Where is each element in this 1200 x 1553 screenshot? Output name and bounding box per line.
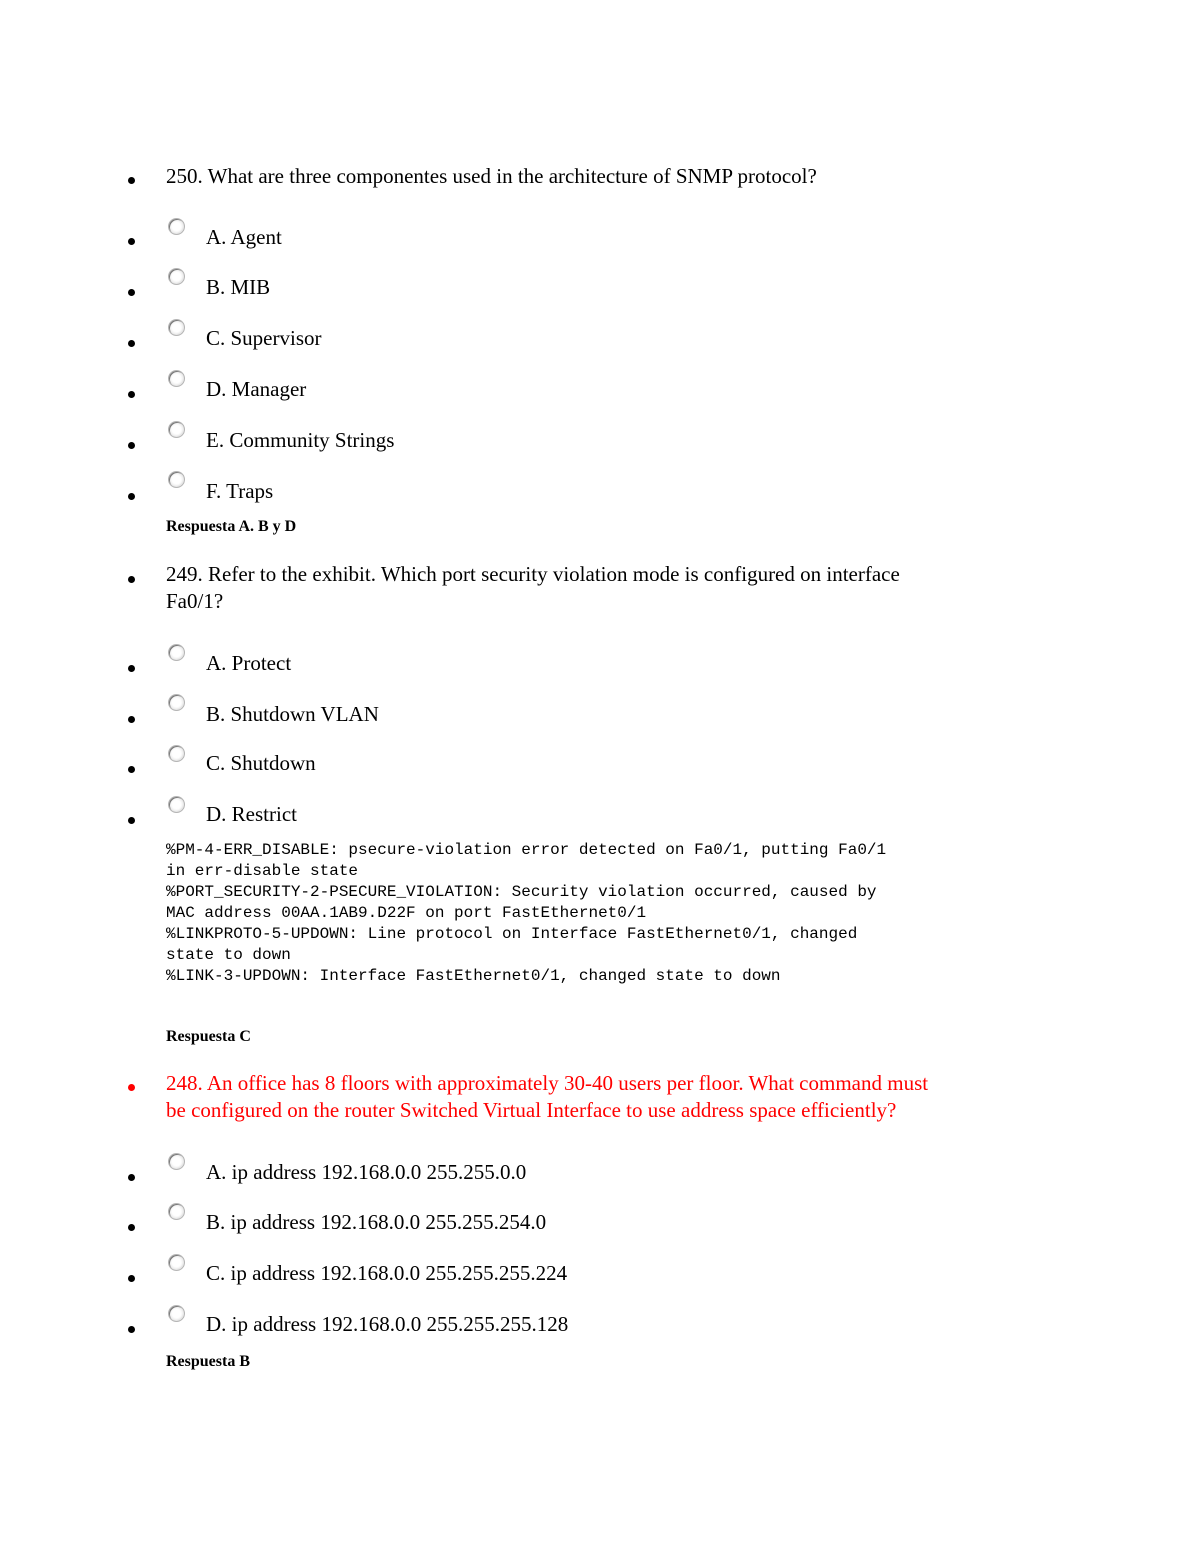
- bullet: [128, 238, 135, 245]
- radio-button[interactable]: [168, 319, 185, 336]
- bullet: [128, 1084, 135, 1091]
- option-label: F. Traps: [206, 479, 274, 503]
- bullet: [128, 493, 135, 500]
- bullet: [128, 442, 135, 449]
- radio-button[interactable]: [168, 644, 185, 661]
- answer-249: Respuesta C: [166, 1028, 251, 1045]
- question-text: [166, 561, 1046, 615]
- option-label: C. ip address 192.168.0.0 255.255.255.224: [206, 1261, 568, 1285]
- option-label: B. ip address 192.168.0.0 255.255.254.0: [206, 1210, 547, 1234]
- radio-button[interactable]: [168, 745, 185, 762]
- option-label: C. Shutdown: [206, 751, 316, 775]
- answer-250: Respuesta A. B y D: [166, 518, 297, 535]
- question-line: 249. Refer to the exhibit. Which port security violation mode is configured on interface: [166, 562, 900, 586]
- radio-button[interactable]: [168, 1203, 185, 1220]
- bullet: [128, 1326, 135, 1333]
- option-label: D. ip address 192.168.0.0 255.255.255.128: [206, 1312, 569, 1336]
- bullet: [128, 716, 135, 723]
- bullet: [128, 391, 135, 398]
- bullet: [128, 289, 135, 296]
- option-label: C. Supervisor: [206, 326, 322, 350]
- answer-248: Respuesta B: [166, 1353, 251, 1370]
- option-label: B. MIB: [206, 275, 271, 299]
- option-label: E. Community Strings: [206, 428, 395, 452]
- question-line: Fa0/1?: [166, 589, 224, 613]
- option-label: D. Restrict: [206, 802, 297, 826]
- option-label: A. Agent: [206, 225, 282, 249]
- radio-button[interactable]: [168, 421, 185, 438]
- question-line: 248. An office has 8 floors with approximately 30-40 users per floor. What command must: [166, 1071, 929, 1095]
- radio-button[interactable]: [168, 218, 185, 235]
- radio-button[interactable]: [168, 370, 185, 387]
- option-label: B. Shutdown VLAN: [206, 702, 379, 726]
- question-line: be configured on the router Switched Virtual Interface to use address space efficiently?: [166, 1098, 897, 1122]
- radio-button[interactable]: [168, 471, 185, 488]
- bullet: [128, 177, 135, 184]
- radio-button[interactable]: [168, 694, 185, 711]
- radio-button[interactable]: [168, 796, 185, 813]
- bullet: [128, 1224, 135, 1231]
- radio-button[interactable]: [168, 1254, 185, 1271]
- bullet: [128, 340, 135, 347]
- question-text: 250. What are three componentes used in the architecture of SNMP protocol?: [166, 164, 817, 188]
- radio-button[interactable]: [168, 268, 185, 285]
- option-label: D. Manager: [206, 377, 307, 401]
- bullet: [128, 1275, 135, 1282]
- exhibit-log: %PM-4-ERR_DISABLE: psecure-violation error detected on Fa0/1, putting Fa0/1 in err-disable state %PORT_SECURITY-2-PSECURE_VIOLATION: Security violation occurred, caused by MAC address 00AA.1AB9.D22F on port FastEthernet0/1 %LINKPROTO-5-UPDOWN: Line protocol on Interface FastEthernet0/1, changed state to down %LINK-3-UPDOWN: Interface FastEthernet0/1, changed state to down: [166, 841, 887, 985]
- bullet: [128, 1174, 135, 1181]
- question-text: [166, 1070, 1046, 1124]
- bullet: [128, 766, 135, 773]
- radio-button[interactable]: [168, 1305, 185, 1322]
- option-label: A. Protect: [206, 651, 292, 675]
- radio-button[interactable]: [168, 1153, 185, 1170]
- bullet: [128, 817, 135, 824]
- option-label: A. ip address 192.168.0.0 255.255.0.0: [206, 1160, 527, 1184]
- bullet: [128, 665, 135, 672]
- bullet: [128, 576, 135, 583]
